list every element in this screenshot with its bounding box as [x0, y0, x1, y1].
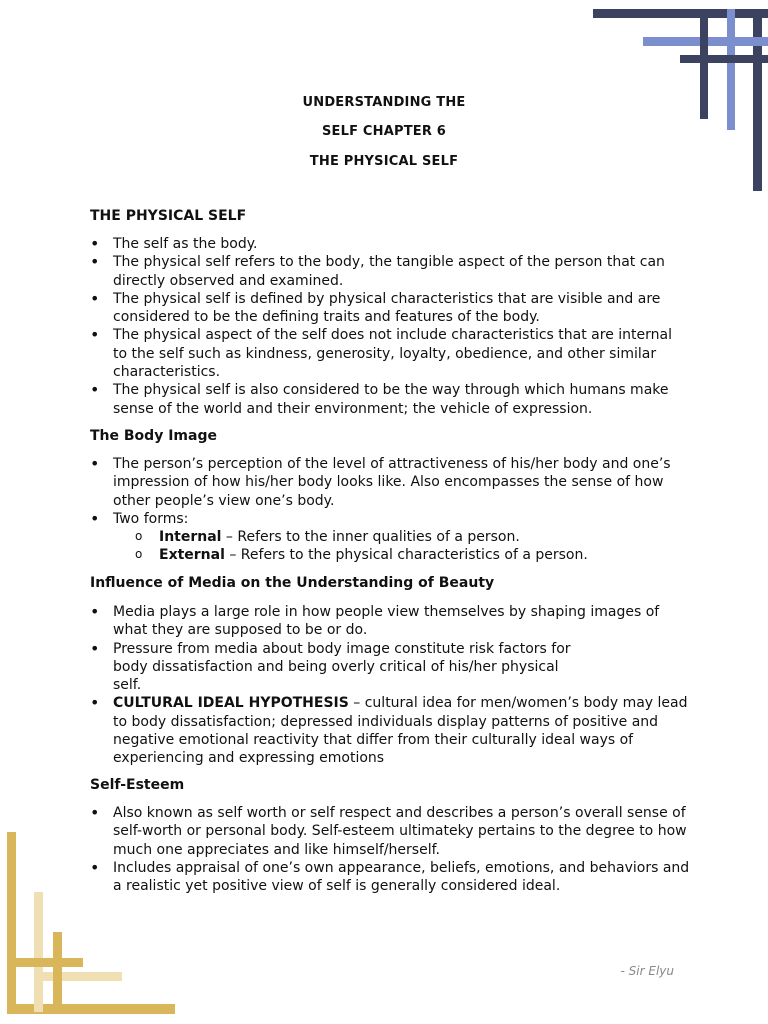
list-item: • Also known as self worth or self respect and describes a person’s overall sense of self-worth or personal body. Self-esteem ultimateky pertains to the degree to how much one appreciates and like himself/herself. — [90, 804, 690, 859]
body-image-forms-list — [113, 528, 690, 565]
list-item: • The self as the body. — [90, 235, 690, 253]
sub-list-item — [113, 546, 690, 564]
document-title-line-3: THE PHYSICAL SELF — [309, 154, 459, 169]
list-item: • Includes appraisal of one’s own appearance, beliefs, emotions, and behaviors and a realistic yet positive view of self is generally considered ideal. — [90, 859, 690, 896]
list-item: • Media plays a large role in how people view themselves by shaping images of what they are supposed to be or do. — [90, 603, 690, 640]
list-item: • The person’s perception of the level of attractiveness of his/her body and one’s impression of how his/her body looks like. Also encompasses the sense of how other people’s view one’s body. — [90, 455, 690, 510]
document-title-line-1: UNDERSTANDING THE — [302, 95, 466, 110]
section-heading-self-esteem: Self-Esteem — [90, 777, 185, 793]
list-item: • The physical aspect of the self does not include characteristics that are internal to the self such as kindness, generosity, loyalty, obedience, and other similar characteristics. — [90, 326, 690, 381]
form-term-external: External — [159, 547, 225, 564]
document-title-line-2: SELF CHAPTER 6 — [321, 124, 447, 139]
form-term-internal: Internal — [159, 529, 222, 546]
list-item: • Pressure from media about body image constitute risk factors for body dissatisfaction and being overly critical of his/her physical self. — [90, 640, 690, 695]
sub-list-item — [113, 528, 690, 546]
self-esteem-list — [90, 804, 690, 895]
cultural-ideal-hypothesis-term: CULTURAL IDEAL HYPOTHESIS — [113, 695, 349, 712]
list-item — [90, 694, 690, 767]
two-forms-label: Two forms: — [113, 510, 189, 527]
list-item: • The physical self is also considered to be the way through which humans make sense of the world and their environment; the vehicle of expression. — [90, 381, 690, 418]
media-influence-list — [90, 603, 690, 768]
list-item: • The physical self refers to the body, the tangible aspect of the person that can directly observed and examined. — [90, 253, 690, 290]
section-heading-body-image: The Body Image — [90, 428, 217, 444]
form-description-external: – Refers to the physical characteristics of a person. — [224, 547, 588, 564]
body-image-list — [90, 455, 690, 565]
section-heading-physical-self: THE PHYSICAL SELF — [90, 208, 247, 224]
list-item — [90, 510, 690, 565]
list-item: • The physical self is defined by physical characteristics that are visible and are considered to be the defining traits and features of the body. — [90, 290, 690, 327]
form-description-internal: – Refers to the inner qualities of a person. — [221, 529, 520, 546]
author-signature: - Sir Elyu — [620, 964, 674, 978]
physical-self-list — [90, 235, 690, 418]
cultural-ideal-hypothesis-text: – cultural idea for men/women’s body may lead to body dissatisfaction; depressed individuals display patterns of positive and negative emotional reactivity that differ from their culturally ideal ways of experiencing and expressing emotions — [113, 695, 688, 767]
section-heading-media-influence: Influence of Media on the Understanding of Beauty — [90, 575, 495, 591]
